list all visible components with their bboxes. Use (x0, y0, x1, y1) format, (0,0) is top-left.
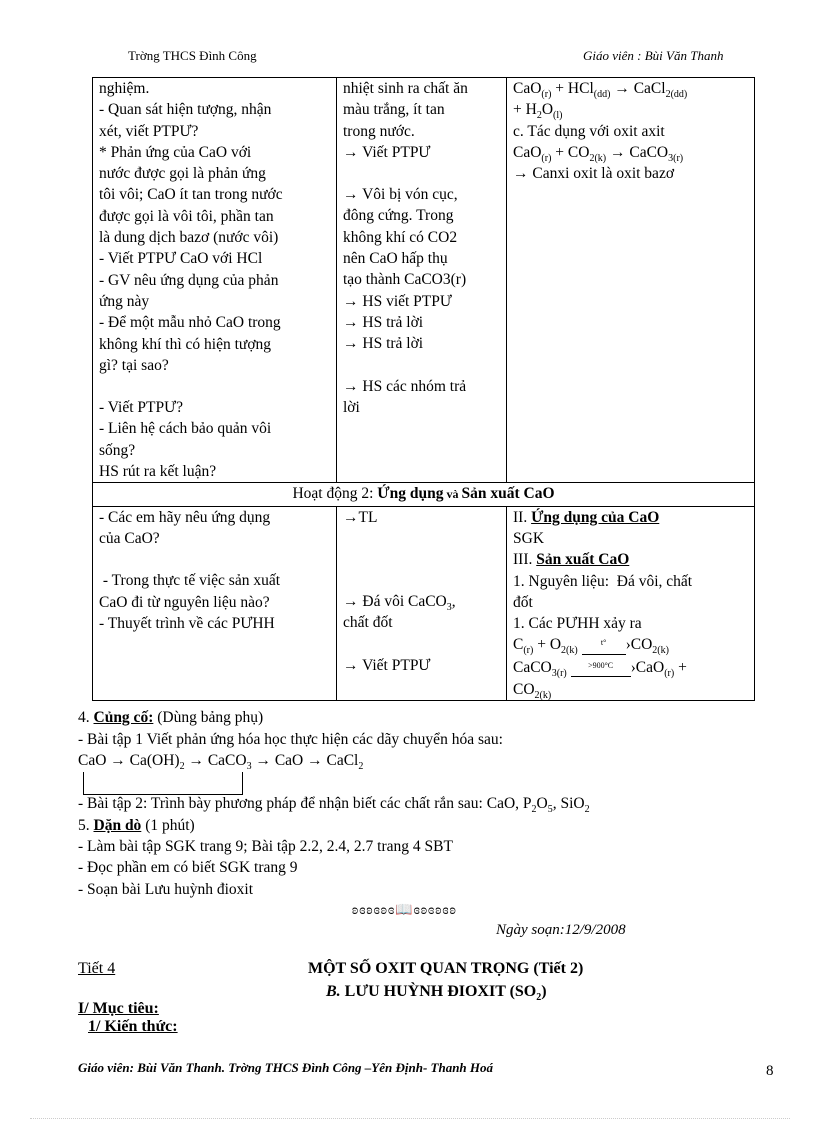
cungco-heading: 4. Củng cố: (Dùng bảng phụ) (78, 709, 264, 726)
text-line: của CaO? (99, 529, 160, 547)
materials-line: 1. Nguyên liệu: Đá vôi, chất (513, 572, 693, 590)
text-line: - Các em hãy nêu ứng dụng (99, 508, 271, 526)
text-line: → HS trả lời (343, 335, 424, 353)
text-line: nước được gọi là phản ứng (99, 165, 266, 183)
homework-item-2: - Đọc phần em có biết SGK trang 9 (78, 859, 298, 876)
homework-item-1: - Làm bài tập SGK trang 9; Bài tập 2.2, 2.4, 2.7 trang 4 SBT (78, 838, 453, 855)
text-line: - Quan sát hiện tượng, nhận (99, 101, 272, 119)
text-line: lời (343, 398, 360, 416)
text-line: - Để một mẫu nhỏ CaO trong (99, 314, 281, 332)
student-activity-cell-2 (337, 506, 507, 700)
teacher-activity-cell-2 (93, 506, 337, 700)
lesson-table (92, 77, 755, 701)
text-line: → Vôi bị vón cục, (343, 186, 458, 204)
text-line: không khí có CO2 (343, 228, 458, 246)
text-line: - Trong thực tế việc sản xuất (99, 572, 281, 590)
section-2-heading: II. Ứng dụng của CaO (513, 508, 660, 526)
objectives-heading: I/ Mục tiêu: (78, 1000, 159, 1017)
header-school: Trờng THCS Đình Công (128, 48, 257, 63)
chain-bracket-arrow (83, 772, 243, 795)
lesson-title: MỘT SỐ OXIT QUAN TRỌNG (Tiết 2) (308, 960, 584, 977)
exercise-2: - Bài tập 2: Trình bày phương pháp để nhận biết các chất rắn sau: CaO, $P_2O_5$, SiO$_2$ (78, 795, 590, 816)
text-line: sống? (99, 441, 136, 459)
hoatdong-heading: Hoạt động 2: Ứng dụng và Sản xuất CaO (93, 483, 755, 506)
content-cell-2 (507, 506, 755, 700)
table-row-activity-2 (93, 506, 755, 700)
table-row-hoatdong (93, 483, 755, 506)
text-line: nên CaO hấp thụ (343, 250, 448, 268)
write-equation-line: → Viết PTPƯ (343, 656, 431, 674)
section-c-heading: c. Tác dụng với oxit axit (513, 122, 665, 140)
text-line: - Liên hệ cách bảo quản vôi (99, 420, 272, 438)
text-line (343, 355, 502, 376)
reactions-heading: 1. Các PƯHH xảy ra (513, 615, 642, 633)
text-line: tôi vôi; CaO ít tan trong nước (99, 186, 283, 204)
text-line: - GV nêu ứng dụng của phản (99, 271, 279, 289)
prep-date: Ngày soạn:12/9/2008 (496, 922, 626, 938)
homework-item-3: - Soạn bài Lưu huỳnh đioxit (78, 881, 254, 898)
conclusion-text: → Canxi oxit là oxit bazơ (513, 165, 675, 183)
sgk-ref: SGK (513, 529, 545, 547)
fuel-line: chất đốt (343, 614, 393, 632)
page-number: 8 (766, 1063, 774, 1079)
text-line: tạo thành CaCO3(r) (343, 271, 467, 289)
text-line: gì? tại sao? (99, 356, 169, 374)
reaction-calcination-cont: $CO_{2(k)}$ (513, 681, 552, 702)
student-activity-cell (337, 78, 507, 483)
section-3-heading: III. Sản xuất CaO (513, 551, 630, 569)
text-line: - Viết PTPƯ? (99, 399, 184, 417)
equation-cao-hcl: CaO$_{(r)}$ + HCl$_{(dd)}$ → CaCl$_{2(dd)}$ (513, 80, 688, 101)
text-line: không khí thì có hiện tượng (99, 335, 272, 353)
text-line: → Viết PTPƯ (343, 143, 431, 161)
lesson-number: Tiết 4 (78, 960, 116, 977)
materials-line-cont: đốt (513, 593, 533, 611)
reaction-calcination: CaCO$_{3(r)}$ >900°C ›CaO$_{(r)}$ + (513, 657, 750, 679)
exercise-1: - Bài tập 1 Viết phản ứng hóa học thực hiện các dãy chuyển hóa sau: (78, 731, 503, 748)
arrow-heat: t° (582, 632, 626, 654)
decorative-divider: ʚɞʚɞʚɞ📖ɞʚɞʚɞʚ (352, 903, 457, 918)
lesson-subtitle: B. LƯU HUỲNH ĐIOXIT $(SO_2)$ (326, 983, 547, 1004)
text-line: nghiệm. (99, 80, 150, 97)
reaction-carbon: $C_{(r)} + O_{2(k)}$ t° $›CO_{2(k)}$ (513, 634, 750, 656)
footer-text: Giáo viên: Bùi Văn Thanh. Trờng THCS Đình Công –Yên Định- Thanh Hoá (78, 1060, 494, 1075)
text-line: HS rút ra kết luận? (99, 463, 217, 481)
text-line: CaO đi từ nguyên liệu nào? (99, 593, 270, 611)
text-line: ứng này (99, 292, 150, 310)
text-line: nhiệt sinh ra chất ăn (343, 80, 468, 97)
text-line: đông cứng. Trong (343, 207, 454, 225)
text-line: được gọi là vôi tôi, phần tan (99, 207, 274, 225)
text-line: xét, viết PTPƯ? (99, 122, 199, 140)
text-line: - Thuyết trình về các PƯHH (99, 614, 275, 632)
text-line: → HS các nhóm trả (343, 377, 467, 395)
text-line: màu trắng, ít tan (343, 101, 445, 119)
text-line: → HS viết PTPƯ (343, 292, 452, 310)
teacher-activity-cell (93, 78, 337, 483)
text-line: là dung dịch bazơ (nước vôi) (99, 229, 279, 247)
text-line: - Viết PTPƯ CaO với HCl (99, 250, 263, 268)
equation-cao-hcl-cont: + $H_2O_{(l)}$ (513, 101, 563, 122)
content-cell (507, 78, 755, 483)
answer-line: →TL (343, 508, 378, 526)
text-line (99, 376, 332, 397)
table-row-activity-1 (93, 78, 755, 483)
dando-heading: 5. Dặn dò (1 phút) (78, 817, 195, 834)
page-bottom-rule (30, 1118, 790, 1119)
header-teacher: Giáo viên : Bùi Văn Thanh (583, 48, 724, 63)
text-line (343, 163, 502, 184)
knowledge-heading: 1/ Kiến thức: (88, 1018, 178, 1035)
text-line: trong nước. (343, 122, 415, 140)
limestone-line: → Đá vôi CaCO$_3$, (343, 592, 456, 614)
arrow-900c: >900°C (571, 655, 631, 677)
equation-cao-co2: $CaO_{(r)} + CO_{2(k)}$ → CaCO$_{3(r)}$ (513, 143, 684, 164)
text-line: → HS trả lời (343, 313, 424, 331)
conversion-chain: CaO → $Ca(OH)_2$ → CaCO$_3$ → CaO → CaCl$_2$ (78, 752, 364, 773)
text-line (99, 549, 332, 570)
text-line: * Phản ứng của CaO với (99, 143, 252, 161)
